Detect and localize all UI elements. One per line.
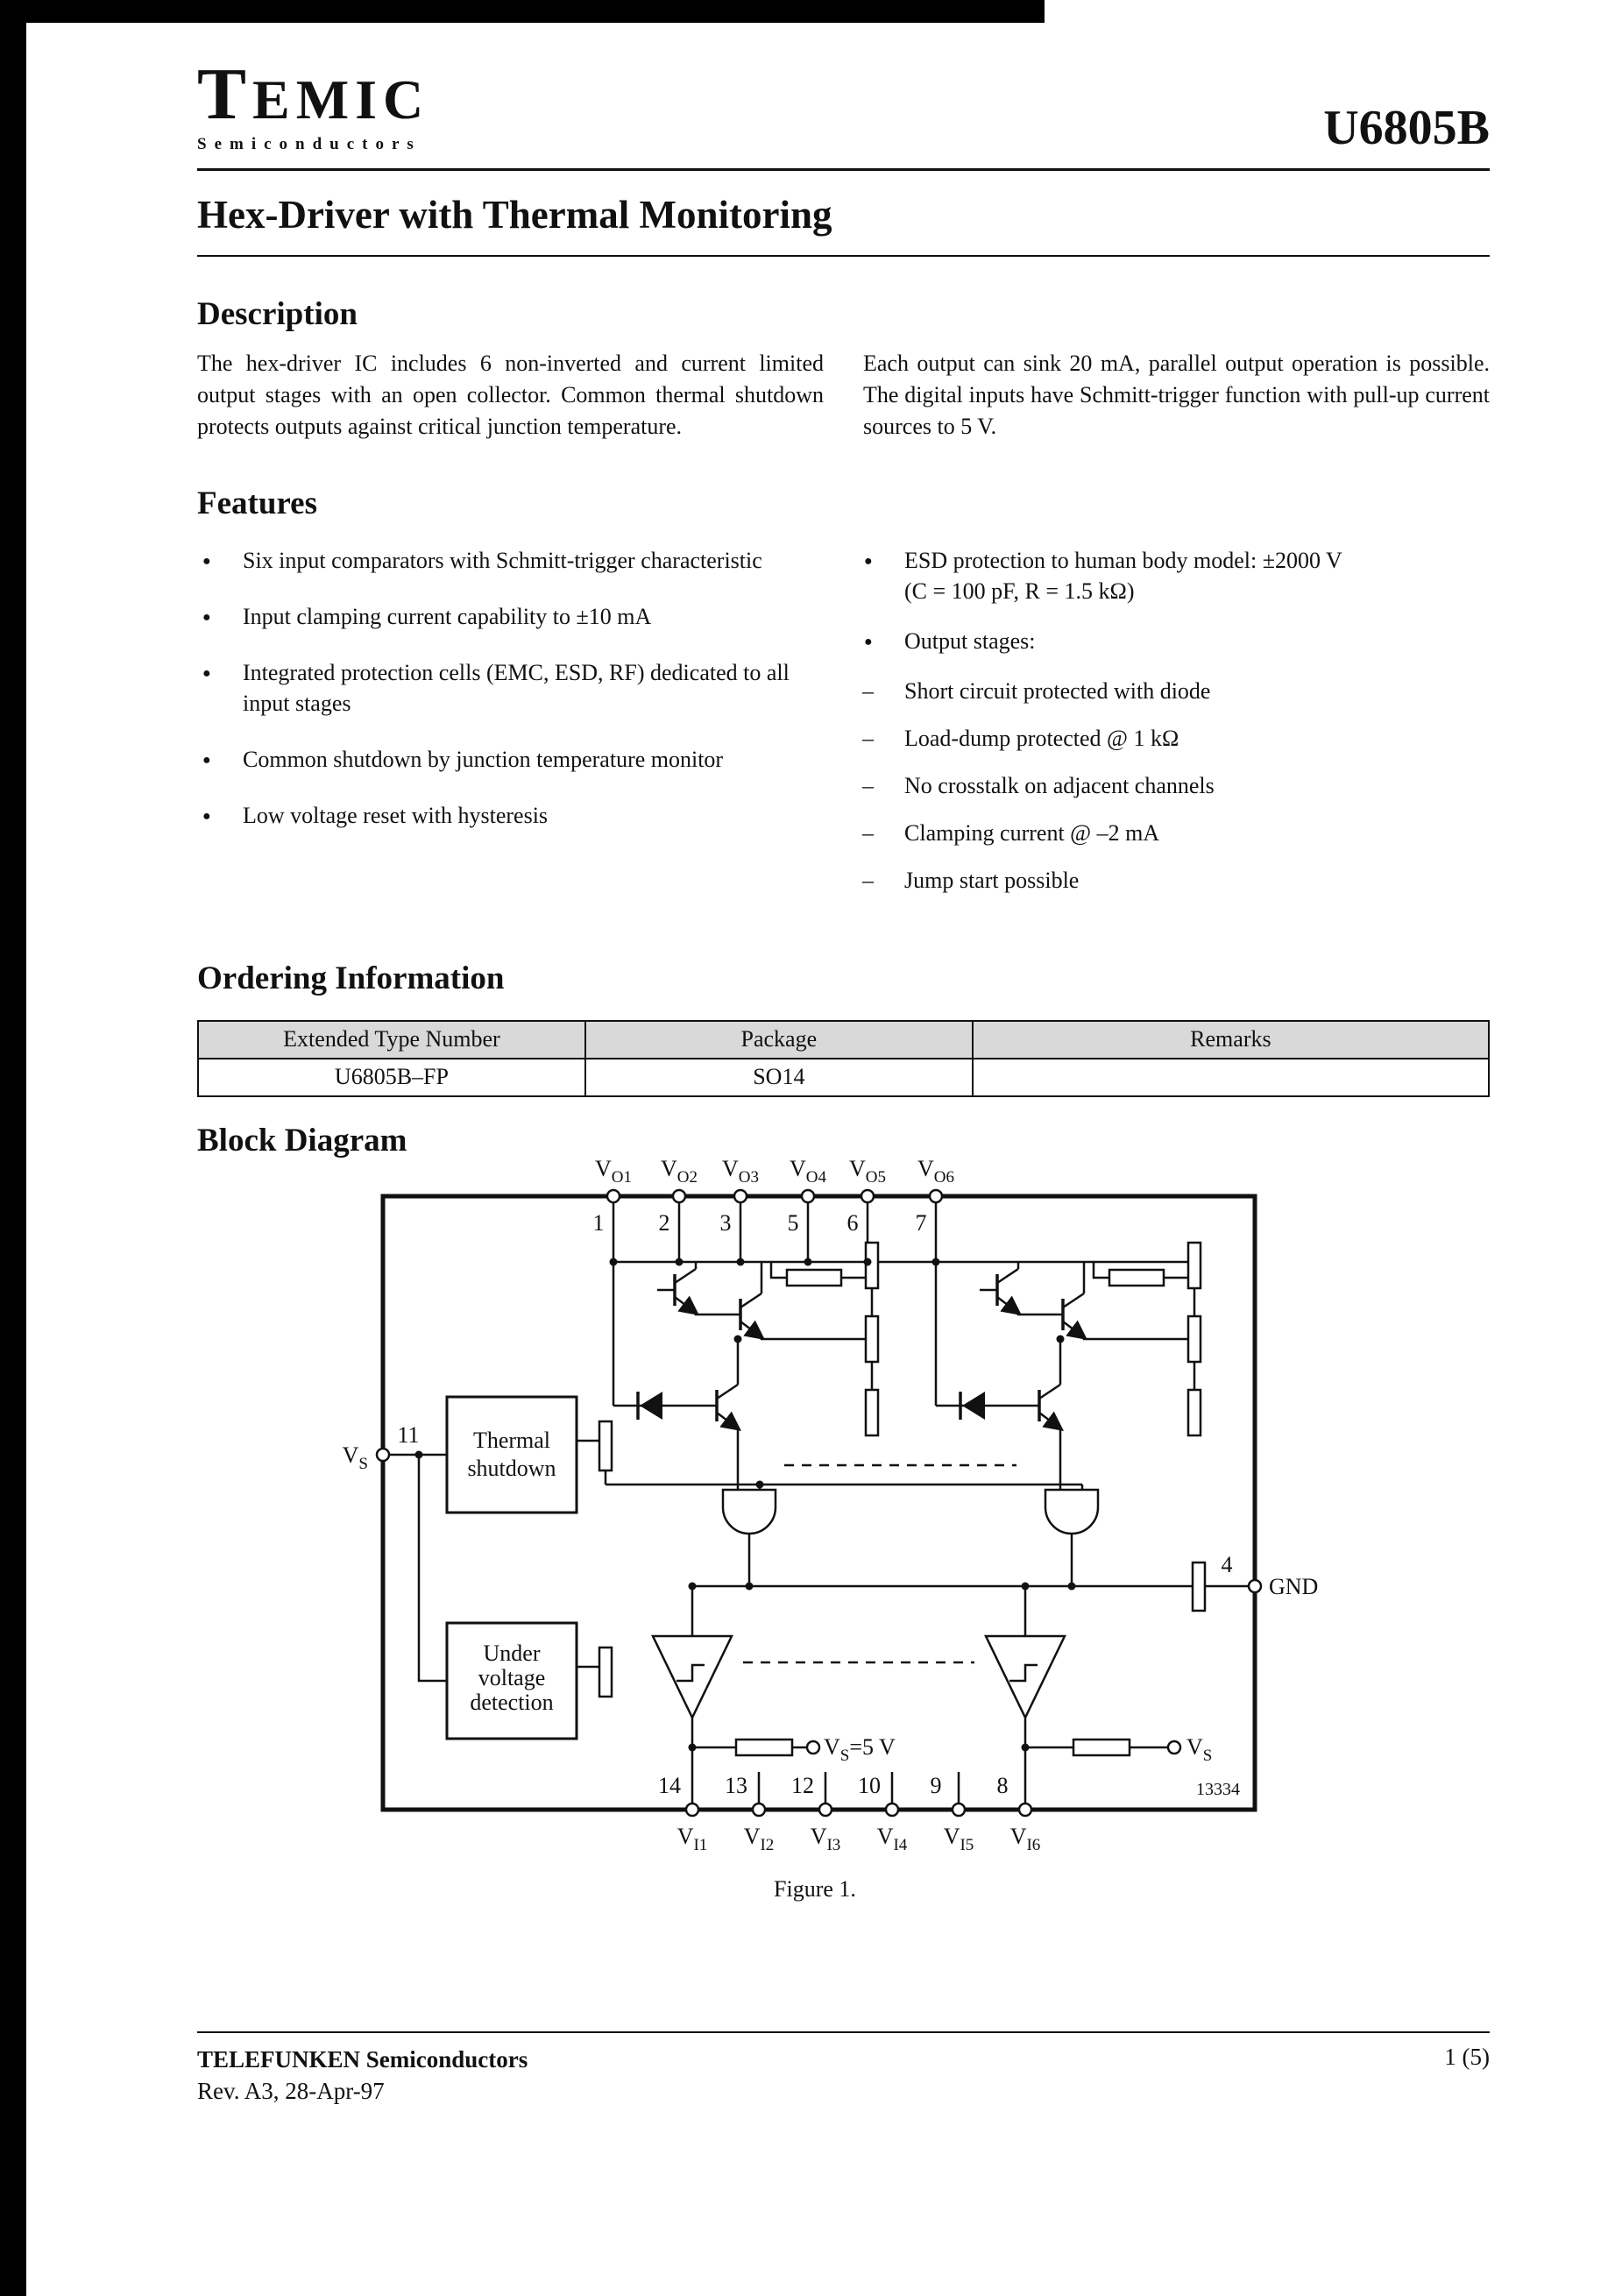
gnd-pin xyxy=(1222,1552,1319,1599)
pin-terminal xyxy=(819,1803,832,1816)
table-cell xyxy=(973,1059,1489,1096)
and-gate xyxy=(723,1490,1098,1534)
footer-company: TELEFUNKEN Semiconductors xyxy=(197,2046,528,2073)
pin-number: 11 xyxy=(397,1422,420,1449)
brand-subtitle: Semiconductors xyxy=(197,135,421,153)
pin-terminal xyxy=(886,1803,898,1816)
pin-terminal xyxy=(807,1741,819,1754)
bottom-pins xyxy=(658,1773,1040,1854)
pin-number: 2 xyxy=(658,1210,670,1237)
features-right-column xyxy=(859,545,1490,912)
column-header: Package xyxy=(585,1021,973,1059)
feature-subitem: – Clamping current @ –2 mA xyxy=(859,818,1360,848)
figure-caption: Figure 1. xyxy=(774,1876,856,1903)
column-header: Remarks xyxy=(973,1021,1489,1059)
pin-label: $V_{I2}$ xyxy=(743,1824,775,1855)
pin-terminal xyxy=(1249,1580,1261,1592)
footer-left xyxy=(197,2044,528,2108)
pin-label: $V_{I6}$ xyxy=(1009,1824,1041,1855)
pin-terminal xyxy=(377,1449,389,1461)
thermal-shutdown-box xyxy=(447,1397,577,1513)
pin-terminal xyxy=(734,1190,747,1202)
description-section xyxy=(197,297,1490,443)
pin-number: 3 xyxy=(719,1210,732,1237)
description-columns xyxy=(197,348,1490,443)
brand-logo xyxy=(197,53,430,154)
scan-edge-left xyxy=(0,0,26,2296)
box-label: detection xyxy=(470,1690,554,1716)
box-label: voltage xyxy=(478,1665,546,1691)
resistor xyxy=(599,1243,1205,1755)
pin-number: 12 xyxy=(791,1773,814,1799)
divider xyxy=(197,2031,1490,2033)
page-footer xyxy=(197,2031,1490,2108)
continuation-dashes xyxy=(743,1465,1016,1662)
pin-number: 5 xyxy=(787,1210,799,1237)
feature-item: ● Six input comparators with Schmitt-trigger characteristic xyxy=(197,545,804,576)
node-label: $V_S$ xyxy=(1186,1734,1213,1766)
table-header-row xyxy=(198,1021,1489,1059)
block-diagram-figure xyxy=(197,1159,1490,1930)
feature-subitem: – Load-dump protected @ 1 kΩ xyxy=(859,723,1360,754)
brand-name: TEMIC xyxy=(197,53,430,135)
feature-item: ● Common shutdown by junction temperature monitor xyxy=(197,744,804,775)
feature-item: ● Input clamping current capability to ±10 mA xyxy=(197,601,804,632)
pin-label: $V_{O5}$ xyxy=(848,1159,887,1187)
features-left-column xyxy=(197,545,859,912)
vs-right-node xyxy=(1168,1734,1212,1765)
feature-subitem: – No crosstalk on adjacent channels xyxy=(859,770,1360,801)
page-title: Hex-Driver with Thermal Monitoring xyxy=(197,193,832,237)
pin-label: $V_{O2}$ xyxy=(660,1159,698,1187)
pin-terminal xyxy=(1168,1741,1180,1754)
pin-number: 10 xyxy=(858,1773,881,1799)
pin-label: $V_{I4}$ xyxy=(876,1824,908,1855)
pin-number: 9 xyxy=(930,1773,942,1799)
table-cell: U6805B–FP xyxy=(198,1059,585,1096)
block-diagram-section xyxy=(197,1123,1490,1931)
node-label: $V_S=5$ V xyxy=(824,1734,896,1766)
description-paragraph: Each output can sink 20 mA, parallel output operation is possible. The digital inputs have Schmitt-trigger function with pull-up current sources to 5 V. xyxy=(863,351,1490,440)
table-cell: SO14 xyxy=(585,1059,973,1096)
figure-code: 13334 xyxy=(1196,1780,1240,1800)
ordering-table xyxy=(197,1020,1490,1097)
pin-label: $V_{I3}$ xyxy=(810,1824,841,1855)
feature-subitem: – Jump start possible xyxy=(859,865,1360,896)
divider xyxy=(197,255,1490,257)
transistor-legs xyxy=(675,1269,1084,1428)
pin-terminal xyxy=(673,1190,685,1202)
features-heading: Features xyxy=(197,485,317,522)
transistor-bars xyxy=(638,1274,1063,1421)
pin-terminal xyxy=(930,1190,942,1202)
pin-terminal xyxy=(861,1190,874,1202)
column-header: Extended Type Number xyxy=(198,1021,585,1059)
feature-item: ● Output stages: xyxy=(859,626,1342,656)
pin-label: $V_{I5}$ xyxy=(943,1824,974,1855)
pin-number: 1 xyxy=(592,1210,605,1237)
masthead xyxy=(197,0,1490,154)
features-section xyxy=(197,486,1490,912)
pin-terminal xyxy=(607,1190,620,1202)
feature-item: ● ESD protection to human body model: ±2000 V (C = 100 pF, R = 1.5 kΩ) xyxy=(859,545,1342,606)
block-diagram-heading: Block Diagram xyxy=(197,1122,407,1159)
pin-number: 8 xyxy=(996,1773,1009,1799)
pin-terminal xyxy=(953,1803,965,1816)
box-label: shutdown xyxy=(467,1456,556,1482)
pin-label: GND xyxy=(1269,1574,1319,1600)
part-number: U6805B xyxy=(1323,101,1490,155)
pin-terminal xyxy=(753,1803,765,1816)
table-row xyxy=(198,1059,1489,1096)
undervoltage-detection-box xyxy=(447,1623,577,1739)
pin-number: 7 xyxy=(915,1210,927,1237)
pin-label: $V_{O1}$ xyxy=(594,1159,633,1187)
pin-label: $V_{I1}$ xyxy=(676,1824,708,1855)
features-columns xyxy=(197,545,1490,912)
page-content xyxy=(197,0,1490,1930)
pin-number: 6 xyxy=(846,1210,859,1237)
ic-boundary xyxy=(383,1196,1255,1810)
vs-5v-node xyxy=(807,1734,896,1765)
pin-label: $V_{O3}$ xyxy=(721,1159,760,1187)
box-label: Under xyxy=(483,1641,541,1667)
description-heading: Description xyxy=(197,295,358,332)
ordering-section xyxy=(197,961,1490,1097)
pin-label: $V_{O4}$ xyxy=(789,1159,827,1187)
schmitt-trigger xyxy=(653,1636,1065,1718)
feature-subitem: – Short circuit protected with diode xyxy=(859,676,1360,706)
box-label: Thermal xyxy=(472,1428,551,1454)
pin-terminal xyxy=(686,1803,698,1816)
feature-item: ● Integrated protection cells (EMC, ESD, RF) dedicated to all input stages xyxy=(197,657,804,719)
footer-revision: Rev. A3, 28-Apr-97 xyxy=(197,2078,385,2105)
pin-label: $V_S$ xyxy=(342,1442,368,1474)
pin-number: 4 xyxy=(1221,1552,1233,1578)
footer-page-number: 1 (5) xyxy=(1444,2044,1490,2070)
pin-label: $V_{O6}$ xyxy=(917,1159,955,1187)
pin-terminal xyxy=(1019,1803,1031,1816)
pin-number: 14 xyxy=(658,1773,681,1799)
ordering-heading: Ordering Information xyxy=(197,960,505,996)
pin-terminal xyxy=(802,1190,814,1202)
divider xyxy=(197,168,1490,171)
feature-item: ● Low voltage reset with hysteresis xyxy=(197,800,804,831)
pin-number: 13 xyxy=(725,1773,747,1799)
description-paragraph: The hex-driver IC includes 6 non-inverted and current limited output stages with an open collector. Common thermal shutdown protects outputs against critical junction temperature. xyxy=(197,351,824,440)
